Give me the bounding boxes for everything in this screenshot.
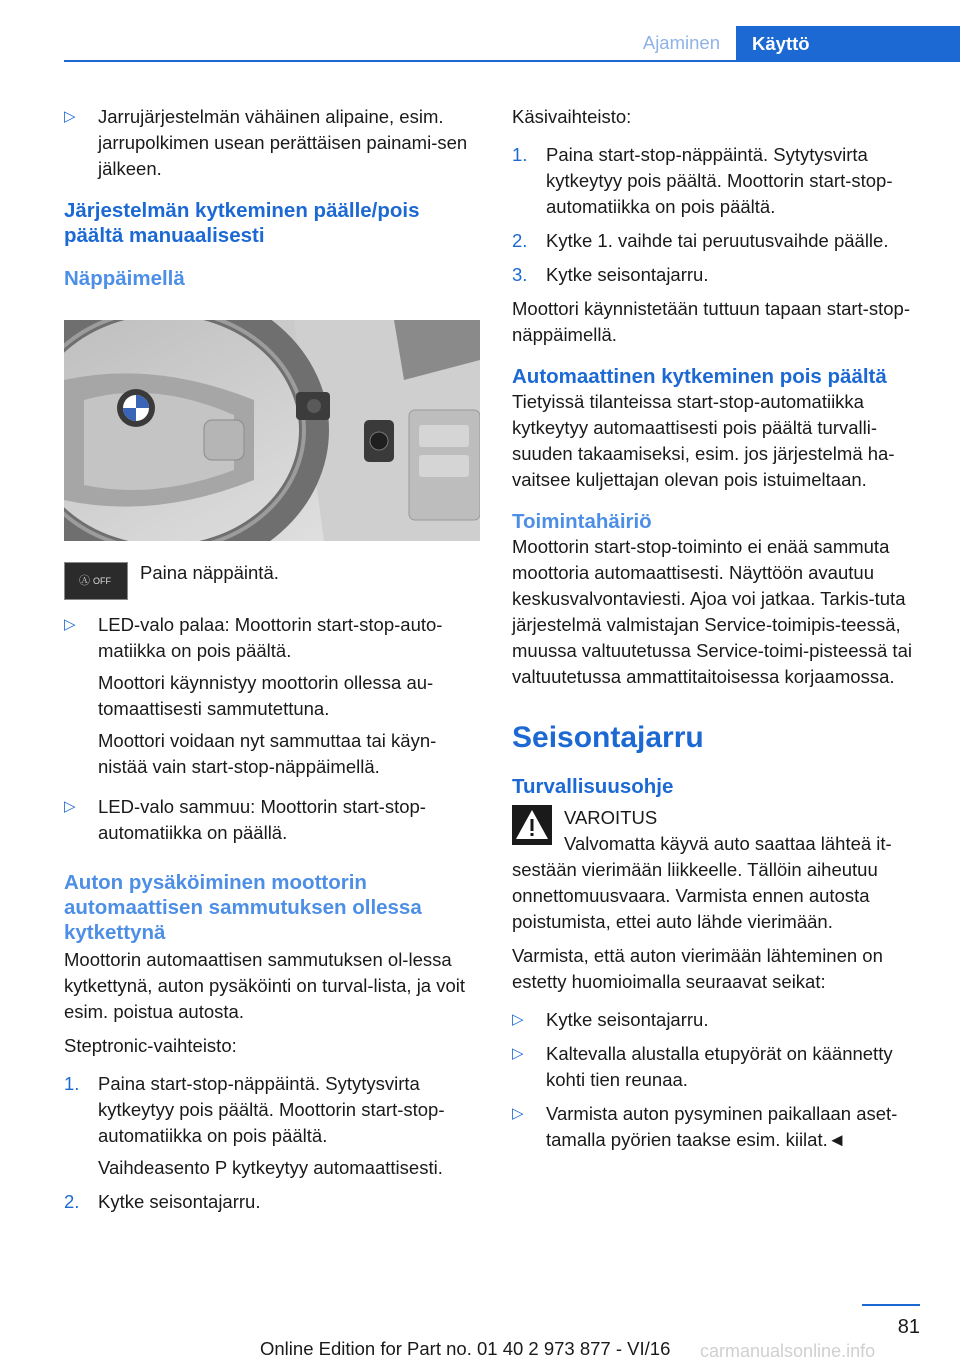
step-text: Paina start-stop-näppäintä. Sytytysvirta kytkeytyy pois päältä. Moottorin start-stop-automatiikka on pois päältä. xyxy=(98,1073,445,1146)
button-caption: Paina näppäintä. xyxy=(140,562,279,583)
step-subtext: Vaihdeasento P kytkeytyy automaattisesti. xyxy=(98,1157,443,1178)
list-item xyxy=(64,794,480,846)
paragraph: Moottorin automaattisen sammutuksen ol-lessa kytkettynä, auton pysäköinti on turval-lista, ja voit esim. poistua autosta. xyxy=(64,949,466,1022)
subsection-heading: Auton pysäköiminen moottorin automaattisen sammutuksen ollessa kytkettynä xyxy=(64,871,422,944)
bullet-subtext: Moottori käynnistyy moottorin ollessa au-tomaattisesti sammutettuna. xyxy=(98,672,434,719)
subsection-heading: Automaattinen kytkeminen pois päältä xyxy=(512,365,887,388)
triangle-bullet-icon: ▷ xyxy=(512,1011,524,1028)
section-heading: Järjestelmän kytkeminen päälle/pois päältä manuaalisesti xyxy=(64,199,420,247)
paragraph: Steptronic-vaihteisto: xyxy=(64,1035,237,1056)
edition-footer: Online Edition for Part no. 01 40 2 973 877 - VI/16 xyxy=(260,1338,671,1359)
triangle-bullet-icon: ▷ xyxy=(64,616,76,633)
list-item xyxy=(512,1007,928,1033)
chapter-heading: Seisontajarru xyxy=(512,721,704,754)
list-item xyxy=(512,142,928,220)
paragraph: Käsivaihteisto: xyxy=(512,106,632,127)
breadcrumb-chapter: Käyttö xyxy=(736,26,960,62)
start-stop-button-image xyxy=(64,562,128,600)
triangle-bullet-icon: ▷ xyxy=(512,1105,524,1122)
list-item xyxy=(64,1071,480,1181)
triangle-bullet-icon: ▷ xyxy=(64,798,76,815)
list-item xyxy=(512,228,928,254)
step-text: Kytke seisontajarru. xyxy=(546,264,709,285)
list-item xyxy=(64,612,480,780)
watermark: carmanualsonline.info xyxy=(700,1341,876,1361)
triangle-bullet-icon: ▷ xyxy=(64,108,76,125)
subsection-heading: Turvallisuusohje xyxy=(512,775,674,798)
warning-triangle-icon xyxy=(512,805,552,845)
right-column xyxy=(512,104,928,1161)
bullet-text: Jarrujärjestelmän vähäinen alipaine, esim. jarrupolkimen usean perättäisen painami-sen jälkeen. xyxy=(98,106,468,179)
steering-wheel-illustration xyxy=(64,320,480,541)
step-text: Kytke 1. vaihde tai peruutusvaihde päälle. xyxy=(546,230,889,251)
warning-block xyxy=(512,805,928,935)
dashboard-photo xyxy=(64,320,480,541)
bullet-text: Varmista auton pysyminen paikallaan aset-tamalla pyörien taakse esim. kiilat.◄ xyxy=(546,1103,898,1150)
step-text: Paina start-stop-näppäintä. Sytytysvirta kytkeytyy pois päältä. Moottorin start-stop-automatiikka on pois päältä. xyxy=(546,144,893,217)
bullet-text: Kaltevalla alustalla etupyörät on käännetty kohti tien reunaa. xyxy=(546,1043,893,1090)
bullet-text: LED-valo palaa: Moottorin start-stop-auto-matiikka on pois päältä. xyxy=(98,614,443,661)
list-item xyxy=(64,1189,480,1215)
bullet-text: Kytke seisontajarru. xyxy=(546,1009,709,1030)
footer-rule xyxy=(862,1304,920,1306)
list-item xyxy=(512,1101,928,1153)
engine-stop-icon: Ⓐ xyxy=(79,575,90,587)
triangle-bullet-icon: ▷ xyxy=(512,1045,524,1062)
step-number: 1. xyxy=(64,1073,80,1094)
step-text: Kytke seisontajarru. xyxy=(98,1191,261,1212)
breadcrumb-section: Ajaminen xyxy=(642,32,720,53)
paragraph: Tietyissä tilanteissa start-stop-automatiikka kytkeytyy automaattisesti pois päältä turvalli-suuden takaamiseksi, esim. jos järjestelmä ha-vaitsee kuljettajan olevan pois istuimeltaan. xyxy=(512,391,895,490)
paragraph: Moottori käynnistetään tuttuun tapaan start-stop-näppäimellä. xyxy=(512,298,910,345)
subsection-heading: Toimintahäiriö xyxy=(512,510,652,533)
paragraph: Varmista, että auton vierimään lähteminen on estetty huomioimalla seuraavat seikat: xyxy=(512,945,883,992)
list-item xyxy=(64,104,480,182)
list-item xyxy=(512,262,928,288)
warning-text: Valvomatta käyvä auto saattaa lähteä it-sestään vierimään liikkeelle. Tällöin aiheutuu onnettomuusvaara. Varmista ennen autosta poistumista, ettei auto lähde vierimään. xyxy=(512,833,892,932)
bullet-subtext: Moottori voidaan nyt sammuttaa tai käyn-nistää vain start-stop-näppäimellä. xyxy=(98,730,437,777)
subsection-heading: Näppäimellä xyxy=(64,267,185,290)
step-number: 3. xyxy=(512,264,528,285)
list-item xyxy=(512,1041,928,1093)
warning-title: VAROITUS xyxy=(564,807,658,828)
page-number: 81 xyxy=(897,1316,920,1338)
step-number: 2. xyxy=(64,1191,80,1212)
step-number: 2. xyxy=(512,230,528,251)
button-label: OFF xyxy=(93,576,111,586)
left-column-bottom xyxy=(64,612,480,1223)
step-number: 1. xyxy=(512,144,528,165)
bullet-text: LED-valo sammuu: Moottorin start-stop-automatiikka on päällä. xyxy=(98,796,426,843)
paragraph: Moottorin start-stop-toiminto ei enää sammuta moottoria automaattisesti. Näyttöön avautuu keskusvalvontaviesti. Ajoa voi jatkaa. Tarkis-tuta järjestelmä valmistajan Service-toimipis-teessä, muussa valtuutetussa Service-toimi-pisteessä tai valtuutetussa ammattitaitoisessa korjaamossa. xyxy=(512,536,912,687)
header-rule xyxy=(64,60,960,62)
left-column-top xyxy=(64,104,480,291)
